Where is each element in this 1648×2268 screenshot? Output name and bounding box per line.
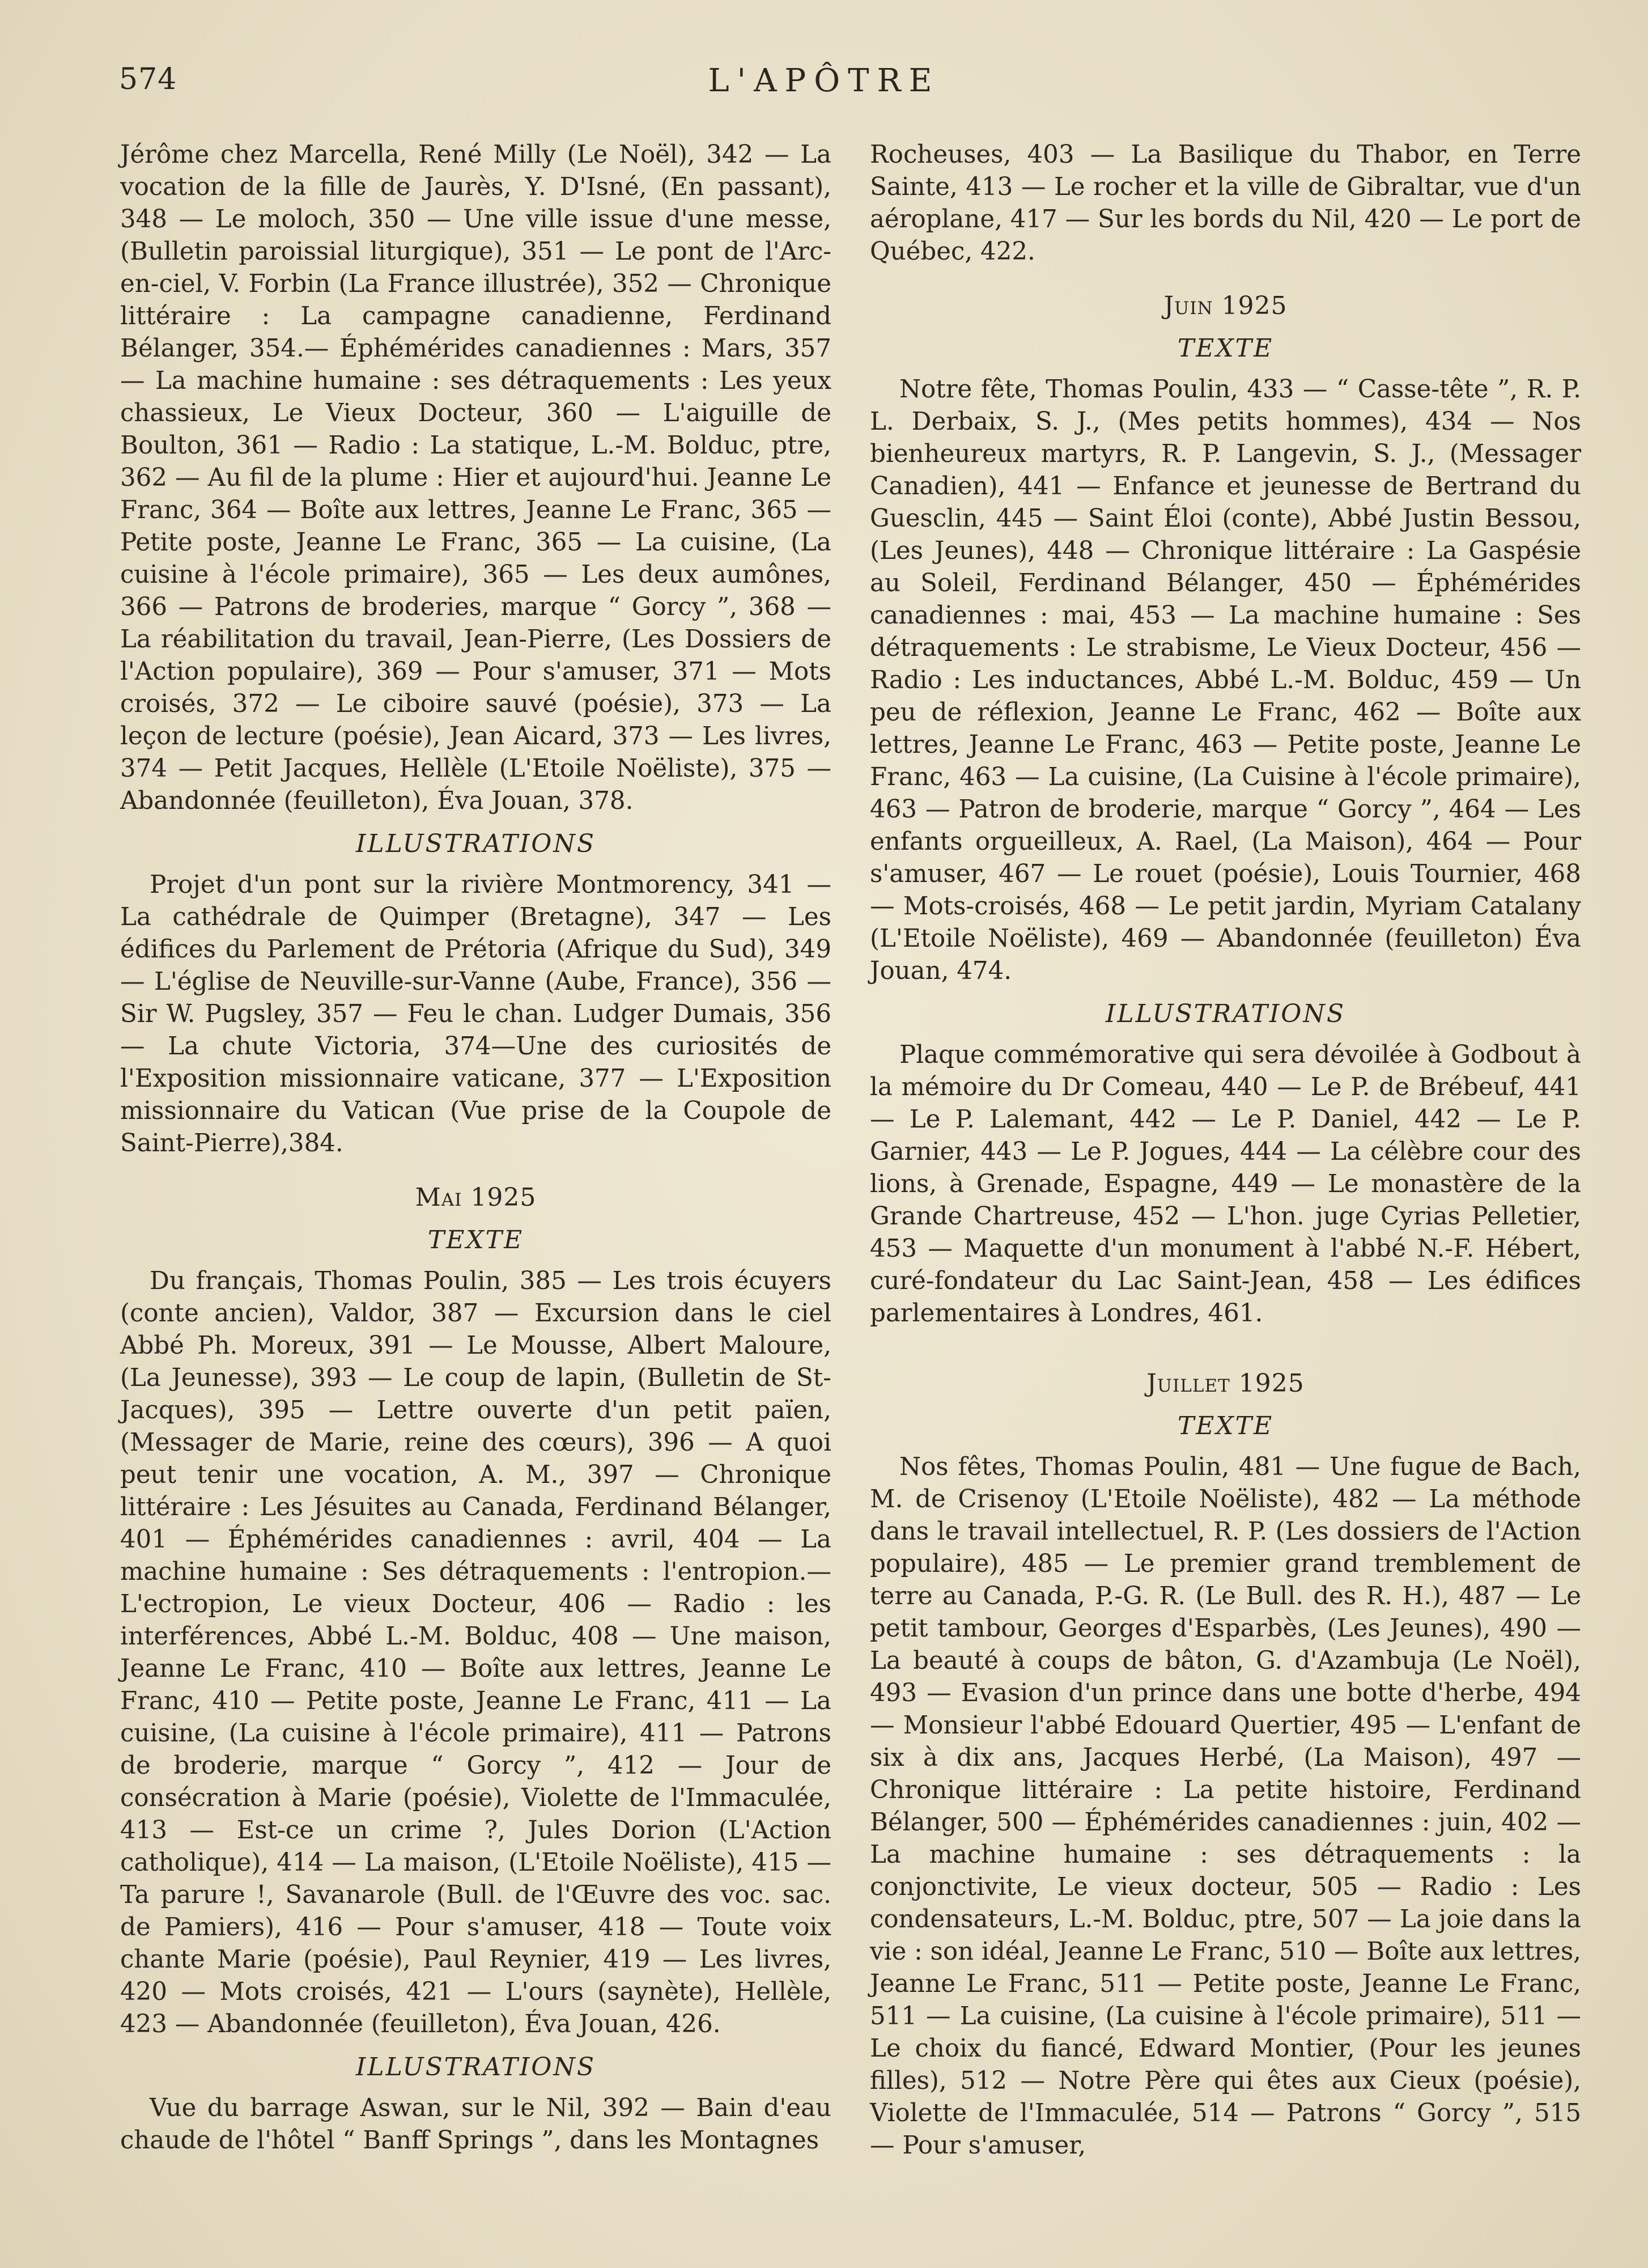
section-heading-illustrations: ILLUSTRATIONS (356, 829, 596, 858)
page-number: 574 (119, 62, 177, 96)
section-heading-texte: TEXTE (427, 1226, 524, 1254)
left-column (120, 139, 831, 2157)
right-column (870, 139, 1581, 2162)
month-heading-july: Juillet 1925 (1146, 1369, 1305, 1398)
july-texte-list: Nos fêtes, Thomas Poulin, 481 — Une fugue de Bach, M. de Crisenoy (L'Etoile Noëliste), 482 — La méthode dans le travail intellectuel, R. P. (Les dossiers de l'Action populaire), 485 — Le premier grand tremblement de terre au Canada, P.-G. R. (Le Bull. des R. H.), 487 — Le petit tambour, Georges d'Esparbès, (Les Jeunes), 490 — La beauté à coups de bâton, G. d'Azambuja (Le Noël), 493 — Evasion d'un prince dans une botte d'herbe, 494 — Monsieur l'abbé Edouard Quertier, 495 — L'enfant de six à dix ans, Jacques Herbé, (La Maison), 497 — Chronique littéraire : La petite histoire, Ferdinand Bélanger, 500 — Éphémérides canadiennes : juin, 402 — La machine humaine : ses détraquements : la conjonctivite, Le vieux docteur, 505 — Radio : Les condensateurs, L.-M. Bolduc, ptre, 507 — La joie dans la vie : son idéal, Jeanne Le Franc, 510 — Boîte aux lettres, Jeanne Le Franc, 511 — Petite poste, Jeanne Le Franc, 511 — La cuisine, (La cuisine à l'école primaire), 511 — Le choix du fiancé, Edward Montier, (Pour les jeunes filles), 512 — Notre Père qui êtes aux Cieux (poésie), Violette de l'Immaculée, 514 — Patrons “ Gorcy ”, 515 — Pour s'amuser, (870, 1453, 1581, 2160)
section-heading-illustrations: ILLUSTRATIONS (356, 2053, 596, 2082)
april-text-continuation: Jérôme chez Marcella, René Milly (Le Noël), 342 — La vocation de la fille de Jaurès, Y. D'Isné, (En passant), 348 — Le moloch, 350 — Une ville issue d'une messe, (Bulletin paroissial liturgique), 351 — Le pont de l'Arc-en-ciel, V. Forbin (La France illustrée), 352 — Chronique littéraire : La campagne canadienne, Ferdinand Bélanger, 354.— Éphémérides canadiennes : Mars, 357 — La machine humaine : ses détraquements : Les yeux chassieux, Le Vieux Docteur, 360 — L'aiguille de Boulton, 361 — Radio : La statique, L.-M. Bolduc, ptre, 362 — Au fil de la plume : Hier et aujourd'hui. Jeanne Le Franc, 364 — Boîte aux lettres, Jeanne Le Franc, 365 — Petite poste, Jeanne Le Franc, 365 — La cuisine, (La cuisine à l'école primaire), 365 — Les deux aumônes, 366 — Patrons de broderies, marque “ Gorcy ”, 368 — La réabilitation du travail, Jean-Pierre, (Les Dossiers de l'Action populaire), 369 — Pour s'amuser, 371 — Mots croisés, 372 — Le ciboire sauvé (poésie), 373 — La leçon de lecture (poésie), Jean Aicard, 373 — Les livres, 374 — Petit Jacques, Hellèle (L'Etoile Noëliste), 375 —Abandonnée (feuilleton), Éva Jouan, 378. (120, 141, 831, 815)
month-heading-june: Juin 1925 (1163, 291, 1288, 320)
june-illustrations-list: Plaque commémorative qui sera dévoilée à Godbout à la mémoire du Dr Comeau, 440 — Le P. de Brébeuf, 441 — Le P. Lalemant, 442 — Le P. Daniel, 442 — Le P. Garnier, 443 — Le P. Jogues, 444 — La célèbre cour des lions, à Grenade, Espagne, 449 — Le monastère de la Grande Chartreuse, 452 — L'hon. juge Cyrias Pelletier, 453 — Maquette d'un monument à l'abbé N.-F. Hébert, curé-fondateur du Lac Saint-Jean, 458 — Les édifices parlementaires à Londres, 461. (870, 1041, 1581, 1328)
may-texte-list: Du français, Thomas Poulin, 385 — Les trois écuyers (conte ancien), Valdor, 387 — Excursion dans le ciel Abbé Ph. Moreux, 391 — Le Mousse, Albert Maloure, (La Jeunesse), 393 — Le coup de lapin, (Bulletin de St-Jacques), 395 — Lettre ouverte d'un petit païen, (Messager de Marie, reine des cœurs), 396 — A quoi peut tenir une vocation, A. M., 397 — Chronique littéraire : Les Jésuites au Canada, Ferdinand Bélanger, 401 — Éphémérides canadiennes : avril, 404 — La machine humaine : Ses détraquements : l'entropion.— L'ectropion, Le vieux Docteur, 406 — Radio : les interférences, Abbé L.-M. Bolduc, 408 — Une maison, Jeanne Le Franc, 410 — Boîte aux lettres, Jeanne Le Franc, 410 — Petite poste, Jeanne Le Franc, 411 — La cuisine, (La cuisine à l'école primaire), 411 — Patrons de broderie, marque “ Gorcy ”, 412 — Jour de consécration à Marie (poésie), Violette de l'Immaculée, 413 — Est-ce un crime ?, Jules Dorion (L'Action catholique), 414 — La maison, (L'Etoile Noëliste), 415 — Ta parure !, Savanarole (Bull. de l'Œuvre des voc. sac. de Pamiers), 416 — Pour s'amuser, 418 — Toute voix chante Marie (poésie), Paul Reynier, 419 — Les livres, 420 — Mots croisés, 421 — L'ours (saynète), Hellèle, 423 — Abandonnée (feuilleton), Éva Jouan, 426. (120, 1267, 831, 2038)
may-illustrations-list: Vue du barrage Aswan, sur le Nil, 392 — Bain d'eau chaude de l'hôtel “ Banff Springs ”, dans les Montagnes (120, 2094, 831, 2155)
running-title: L'APÔTRE (708, 62, 940, 99)
june-texte-list: Notre fête, Thomas Poulin, 433 — “ Casse-tête ”, R. P. L. Derbaix, S. J., (Mes petits hommes), 434 — Nos bienheureux martyrs, R. P. Langevin, S. J., (Messager Canadien), 441 — Enfance et jeunesse de Bertrand du Guesclin, 445 — Saint Éloi (conte), Abbé Justin Bessou, (Les Jeunes), 448 — Chronique littéraire : La Gaspésie au Soleil, Ferdinand Bélanger, 450 — Éphémérides canadiennes : mai, 453 — La machine humaine : Ses détraquements : Le strabisme, Le Vieux Docteur, 456 — Radio : Les inductances, Abbé L.-M. Bolduc, 459 — Un peu de réflexion, Jeanne Le Franc, 462 — Boîte aux lettres, Jeanne Le Franc, 463 — Petite poste, Jeanne Le Franc, 463 — La cuisine, (La Cuisine à l'école primaire), 463 — Patron de broderie, marque “ Gorcy ”, 464 — Les enfants orgueilleux, A. Rael, (La Maison), 464 — Pour s'amuser, 467 — Le rouet (poésie), Louis Tournier, 468 — Mots-croisés, 468 — Le petit jardin, Myriam Catalany (L'Etoile Noëliste), 469 — Abandonnée (feuilleton) Éva Jouan, 474. (870, 375, 1581, 985)
section-heading-illustrations: ILLUSTRATIONS (1106, 999, 1345, 1028)
may-illustrations-continuation: Rocheuses, 403 — La Basilique du Thabor, en Terre Sainte, 413 — Le rocher et la ville de Gibraltar, vue d'un aéroplane, 417 — Sur les bords du Nil, 420 — Le port de Québec, 422. (870, 141, 1581, 266)
section-heading-texte: TEXTE (1177, 1411, 1274, 1440)
section-heading-texte: TEXTE (1177, 334, 1274, 363)
running-header (119, 62, 1529, 108)
month-heading-may: Mai 1925 (415, 1183, 537, 1212)
april-illustrations-list: Projet d'un pont sur la rivière Montmorency, 341 — La cathédrale de Quimper (Bretagne), 347 — Les édifices du Parlement de Prétoria (Afrique du Sud), 349 — L'église de Neuville-sur-Vanne (Aube, France), 356 — Sir W. Pugsley, 357 — Feu le chan. Ludger Dumais, 356 — La chute Victoria, 374—Une des curiosités de l'Exposition missionnaire vaticane, 377 — L'Exposition missionnaire du Vatican (Vue prise de la Coupole de Saint-Pierre),384. (120, 871, 831, 1158)
